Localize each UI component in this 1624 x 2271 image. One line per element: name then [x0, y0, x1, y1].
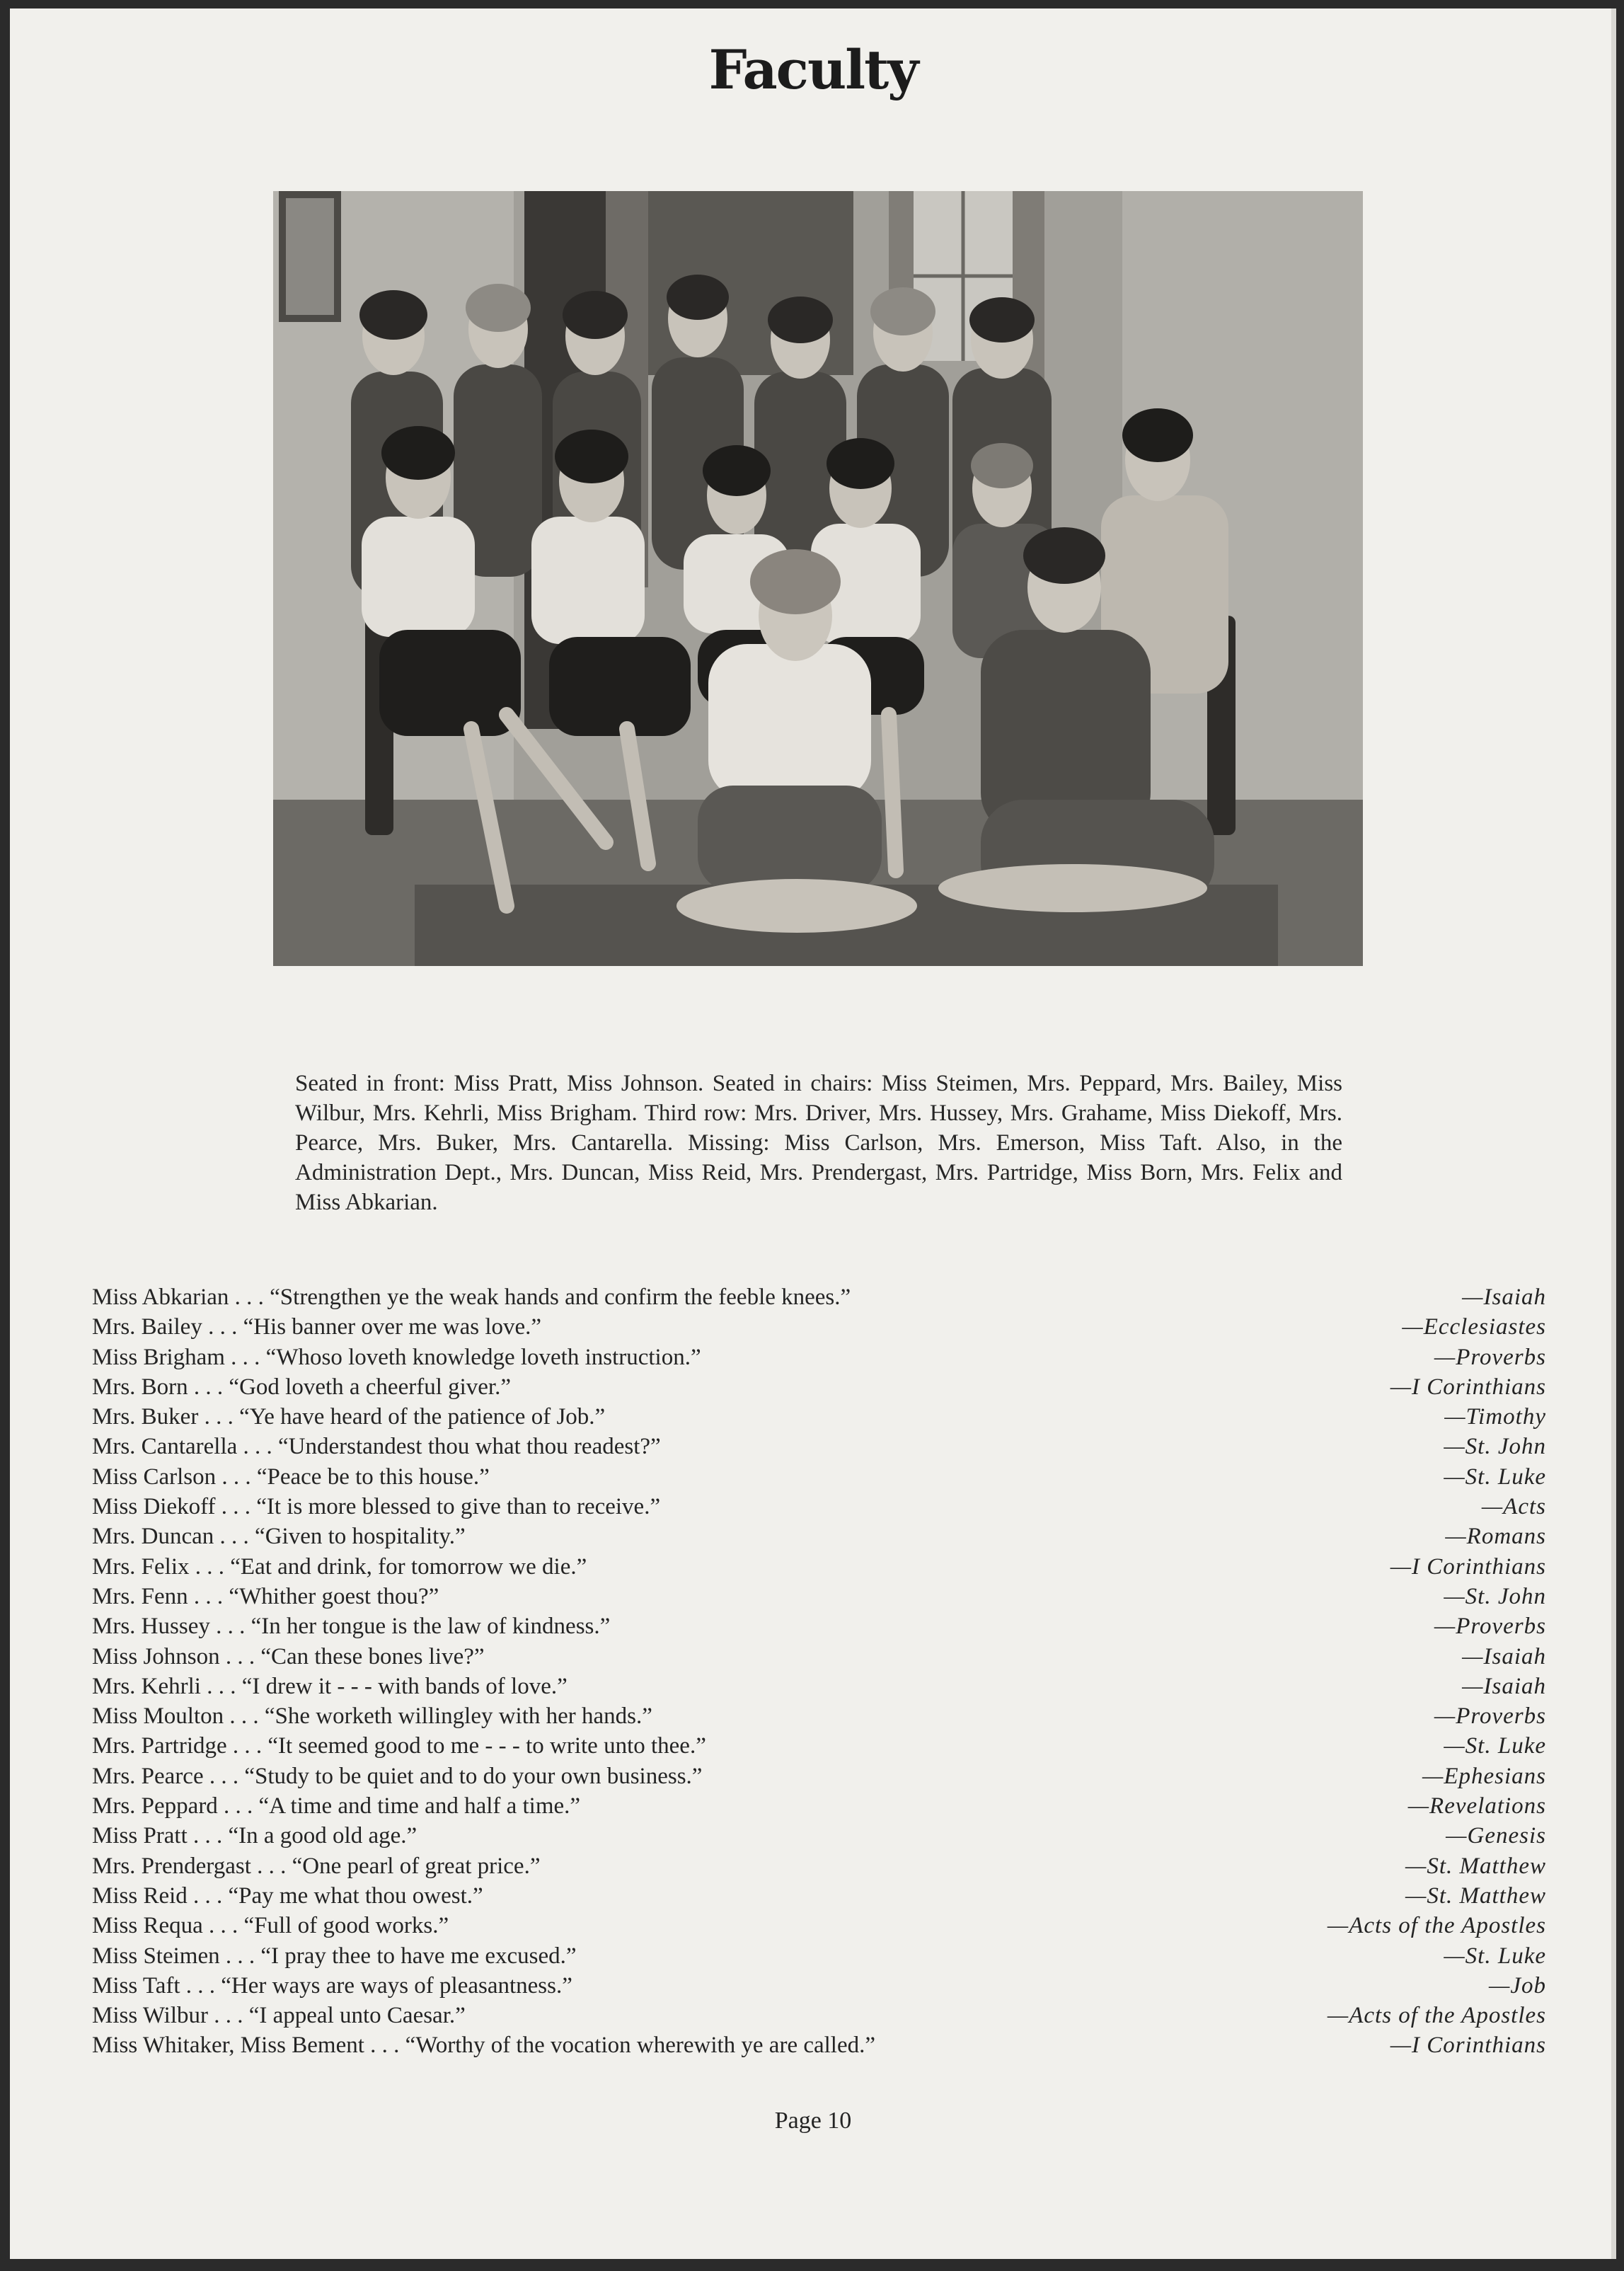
- quote-source: —Acts of the Apostles: [1327, 2003, 1546, 2029]
- list-item: [92, 1611, 1546, 1641]
- quote-text: Miss Reid . . . “Pay me what thou owest.”: [92, 1882, 483, 1909]
- quote-text: Miss Moulton . . . “She worketh willingley with her hands.”: [92, 1703, 652, 1730]
- quote-source: —I Corinthians: [1390, 2033, 1546, 2059]
- quote-text: Miss Pratt . . . “In a good old age.”: [92, 1823, 417, 1849]
- list-item: [92, 1851, 1546, 1881]
- quote-source: —St. Matthew: [1405, 1853, 1546, 1879]
- quote-text: Mrs. Pearce . . . “Study to be quiet and to do your own business.”: [92, 1763, 703, 1789]
- quote-source: —Proverbs: [1434, 1703, 1546, 1730]
- faculty-quote-list: [92, 1282, 1546, 2061]
- list-item: [92, 1492, 1546, 1522]
- quote-source: —Proverbs: [1434, 1344, 1546, 1370]
- quote-source: —St. Luke: [1444, 1464, 1546, 1490]
- quote-text: Mrs. Hussey . . . “In her tongue is the law of kindness.”: [92, 1614, 611, 1640]
- list-item: [92, 1941, 1546, 1971]
- quote-text: Miss Carlson . . . “Peace be to this house.”: [92, 1464, 490, 1490]
- group-photo-illustration: [273, 191, 1363, 966]
- quote-text: Mrs. Born . . . “God loveth a cheerful giver.”: [92, 1374, 512, 1400]
- quote-source: —St. John: [1444, 1583, 1546, 1609]
- quote-text: Mrs. Buker . . . “Ye have heard of the patience of Job.”: [92, 1404, 606, 1430]
- quote-text: Miss Brigham . . . “Whoso loveth knowledge loveth instruction.”: [92, 1344, 701, 1370]
- faculty-group-photo: [273, 191, 1363, 966]
- list-item: [92, 1432, 1546, 1461]
- list-item: [92, 1971, 1546, 2001]
- quote-text: Miss Steimen . . . “I pray thee to have me excused.”: [92, 1943, 577, 1969]
- list-item: [92, 1881, 1546, 1911]
- quote-source: —Acts of the Apostles: [1327, 1913, 1546, 1939]
- list-item: [92, 1582, 1546, 1611]
- quote-text: Mrs. Partridge . . . “It seemed good to me - - - to write unto thee.”: [92, 1733, 706, 1759]
- list-item: [92, 2001, 1546, 2030]
- quote-text: Mrs. Bailey . . . “His banner over me was love.”: [92, 1314, 542, 1340]
- page-number: Page 10: [774, 2108, 852, 2134]
- quote-text: Miss Taft . . . “Her ways are ways of pleasantness.”: [92, 1972, 572, 1999]
- quote-text: Mrs. Felix . . . “Eat and drink, for tomorrow we die.”: [92, 1553, 587, 1580]
- quote-source: —Timothy: [1444, 1404, 1546, 1430]
- quote-text: Miss Diekoff . . . “It is more blessed to give than to receive.”: [92, 1494, 661, 1520]
- quote-text: Mrs. Kehrli . . . “I drew it - - - with bands of love.”: [92, 1673, 568, 1699]
- quote-text: Mrs. Prendergast . . . “One pearl of great price.”: [92, 1853, 541, 1879]
- list-item: [92, 1522, 1546, 1551]
- quote-source: —Isaiah: [1462, 1284, 1546, 1310]
- quote-text: Miss Wilbur . . . “I appeal unto Caesar.”: [92, 2003, 466, 2029]
- photo-caption: Seated in front: Miss Pratt, Miss Johnson. Seated in chairs: Miss Steimen, Mrs. Peppard, Mrs. Bailey, Miss Wilbur, Mrs. Kehrli, Miss Brigham. Third row: Mrs. Driver, Mrs. Hussey, Mrs. Grahame, Miss Diekoff, Mrs. Pearce, Mrs. Buker, Mrs. Cantarella. Missing: Miss Carlson, Mrs. Emerson, Miss Taft. Also, in the Administration Dept., Mrs. Duncan, Miss Reid, Mrs. Prendergast, Mrs. Partridge, Miss Born, Mrs. Felix and Miss Abkarian.: [295, 1071, 1342, 1215]
- quote-text: Mrs. Peppard . . . “A time and time and half a time.”: [92, 1793, 581, 1819]
- quote-text: Miss Johnson . . . “Can these bones live?”: [92, 1643, 485, 1669]
- quote-source: —St. John: [1444, 1434, 1546, 1460]
- page-title: Faculty: [708, 38, 918, 101]
- quote-source: —Job: [1489, 1972, 1546, 1999]
- list-item: [92, 1672, 1546, 1701]
- quote-text: Miss Abkarian . . . “Strengthen ye the weak hands and confirm the feeble knees.”: [92, 1284, 851, 1310]
- quote-text: Mrs. Duncan . . . “Given to hospitality.”: [92, 1524, 466, 1550]
- quote-source: —Revelations: [1407, 1793, 1546, 1819]
- yearbook-page: [10, 8, 1616, 2259]
- list-item: [92, 1552, 1546, 1582]
- quote-text: Miss Requa . . . “Full of good works.”: [92, 1913, 449, 1939]
- list-item: [92, 1343, 1546, 1372]
- list-item: [92, 1282, 1546, 1312]
- quote-source: —Isaiah: [1462, 1673, 1546, 1699]
- list-item: [92, 1911, 1546, 1941]
- list-item: [92, 2030, 1546, 2060]
- quote-source: —I Corinthians: [1390, 1374, 1546, 1400]
- quote-source: —Isaiah: [1462, 1643, 1546, 1669]
- list-item: [92, 1731, 1546, 1761]
- quote-source: —Acts: [1481, 1494, 1546, 1520]
- quote-source: —St. Luke: [1444, 1733, 1546, 1759]
- quote-text: Mrs. Cantarella . . . “Understandest thou what thou readest?”: [92, 1434, 661, 1460]
- quote-source: —Proverbs: [1434, 1614, 1546, 1640]
- quote-source: —Ephesians: [1422, 1763, 1546, 1789]
- quote-source: —St. Matthew: [1405, 1882, 1546, 1909]
- page-edge: [1611, 8, 1616, 2259]
- list-item: [92, 1312, 1546, 1342]
- list-item: [92, 1701, 1546, 1731]
- quote-source: —Romans: [1445, 1524, 1546, 1550]
- quote-source: —I Corinthians: [1390, 1553, 1546, 1580]
- list-item: [92, 1372, 1546, 1402]
- quote-source: —Genesis: [1446, 1823, 1546, 1849]
- quote-text: Miss Whitaker, Miss Bement . . . “Worthy of the vocation wherewith ye are called.”: [92, 2033, 876, 2059]
- quote-source: —Ecclesiastes: [1402, 1314, 1546, 1340]
- quote-text: Mrs. Fenn . . . “Whither goest thou?”: [92, 1583, 439, 1609]
- list-item: [92, 1462, 1546, 1492]
- list-item: [92, 1402, 1546, 1432]
- list-item: [92, 1642, 1546, 1672]
- quote-source: —St. Luke: [1444, 1943, 1546, 1969]
- list-item: [92, 1761, 1546, 1791]
- list-item: [92, 1821, 1546, 1851]
- list-item: [92, 1791, 1546, 1821]
